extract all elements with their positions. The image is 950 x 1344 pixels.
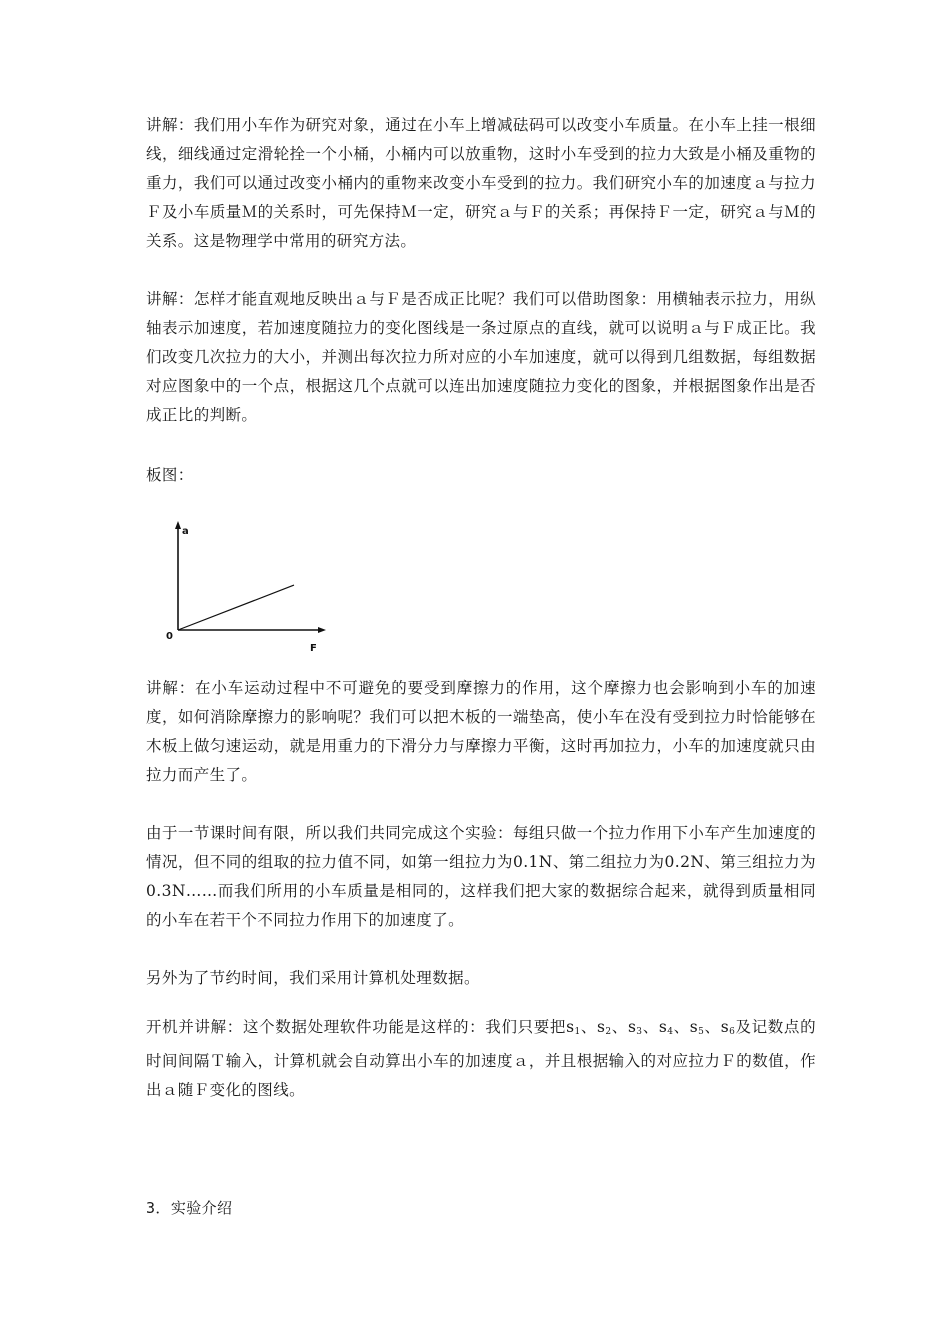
list-separator: 、 bbox=[673, 1018, 690, 1036]
origin-label: 0 bbox=[166, 631, 173, 642]
displacement-s5 bbox=[690, 1018, 705, 1036]
software-tail-text: 及记数点的时间间隔Ｔ输入，计算机就会自动算出小车的加速度ａ，并且根据输入的对应拉力Ｆ的数值，作出ａ随Ｆ变化的图线。 bbox=[146, 1018, 816, 1099]
software-lead-text: 开机并讲解：这个数据处理软件功能是这样的：我们只要把 bbox=[146, 1018, 567, 1036]
paragraph-explanation-setup: 讲解：我们用小车作为研究对象，通过在小车上增减砝码可以改变小车质量。在小车上挂一根细线，细线通过定滑轮拴一个小桶，小桶内可以放重物，这时小车受到的拉力大致是小桶及重物的重力，我们可以通过改变小桶内的重物来改变小车受到的拉力。我们研究小车的加速度ａ与拉力Ｆ及小车质量Ｍ的关系时，可先保持Ｍ一定，研究ａ与Ｆ的关系；再保持Ｆ一定，研究ａ与Ｍ的关系。这是物理学中常用的研究方法。 bbox=[146, 116, 816, 250]
displacement-s1 bbox=[566, 1018, 581, 1036]
list-separator: 、 bbox=[704, 1018, 721, 1036]
list-separator: 、 bbox=[580, 1018, 598, 1036]
x-axis-arrow bbox=[318, 627, 326, 633]
displacement-symbol: s bbox=[627, 1018, 637, 1036]
displacement-symbol: s bbox=[720, 1018, 730, 1036]
paragraph-group-experiment: 由于一节课时间有限，所以我们共同完成这个实验：每组只做一个拉力作用下小车产生加速度的情况，但不同的组取的拉力值不同，如第一组拉力为0.1N、第二组拉力为0.2N、第三组拉力为0.3N……而我们所用的小车质量是相同的，这样我们把大家的数据综合起来，就得到质量相同的小车在若干个不同拉力作用下的加速度了。 bbox=[146, 824, 816, 929]
displacement-s2 bbox=[597, 1018, 612, 1036]
displacement-subscript: 6 bbox=[729, 1027, 736, 1037]
proportional-line bbox=[178, 585, 294, 630]
list-separator: 、 bbox=[611, 1018, 628, 1036]
paragraph-explanation-friction: 讲解：在小车运动过程中不可避免的要受到摩擦力的作用，这个摩擦力也会影响到小车的加速度，如何消除摩擦力的影响呢？我们可以把木板的一端垫高，使小车在没有受到拉力时恰能够在木板上做匀速运动，就是用重力的下滑分力与摩擦力平衡，这时再加拉力，小车的加速度就只由拉力而产生了。 bbox=[146, 679, 816, 784]
displacement-symbol: s bbox=[658, 1018, 668, 1036]
y-axis-arrow bbox=[175, 521, 181, 529]
displacement-s4 bbox=[659, 1018, 674, 1036]
displacement-list bbox=[566, 1018, 735, 1036]
list-separator: 、 bbox=[642, 1018, 659, 1036]
displacement-subscript: 2 bbox=[605, 1027, 612, 1037]
displacement-s6 bbox=[721, 1018, 736, 1036]
displacement-subscript: 4 bbox=[667, 1027, 674, 1037]
displacement-s3 bbox=[628, 1018, 643, 1036]
displacement-symbol: s bbox=[566, 1018, 575, 1036]
section-heading-experiment-intro: 3．实验介绍 bbox=[146, 1199, 233, 1217]
paragraph-computer-processing: 另外为了节约时间，我们采用计算机处理数据。 bbox=[146, 969, 480, 987]
paragraph-board-figure-label: 板图： bbox=[146, 466, 194, 484]
displacement-subscript: 1 bbox=[574, 1027, 581, 1037]
x-axis-label: F bbox=[310, 643, 317, 654]
paragraph-software-explanation bbox=[146, 1013, 816, 1105]
paragraph-explanation-graph: 讲解：怎样才能直观地反映出ａ与Ｆ是否成正比呢？我们可以借助图象：用横轴表示拉力，用纵轴表示加速度，若加速度随拉力的变化图线是一条过原点的直线，就可以说明ａ与Ｆ成正比。我们改变几次拉力的大小，并测出每次拉力所对应的小车加速度，就可以得到几组数据，每组数据对应图象中的一个点，根据这几个点就可以连出加速度随拉力变化的图象，并根据图象作出是否成正比的判断。 bbox=[146, 290, 816, 424]
y-axis-label: a bbox=[182, 526, 189, 537]
displacement-symbol: s bbox=[597, 1018, 606, 1036]
displacement-subscript: 3 bbox=[636, 1027, 643, 1037]
displacement-symbol: s bbox=[689, 1018, 699, 1036]
a-f-graph-figure bbox=[160, 518, 335, 658]
displacement-subscript: 5 bbox=[698, 1027, 705, 1037]
